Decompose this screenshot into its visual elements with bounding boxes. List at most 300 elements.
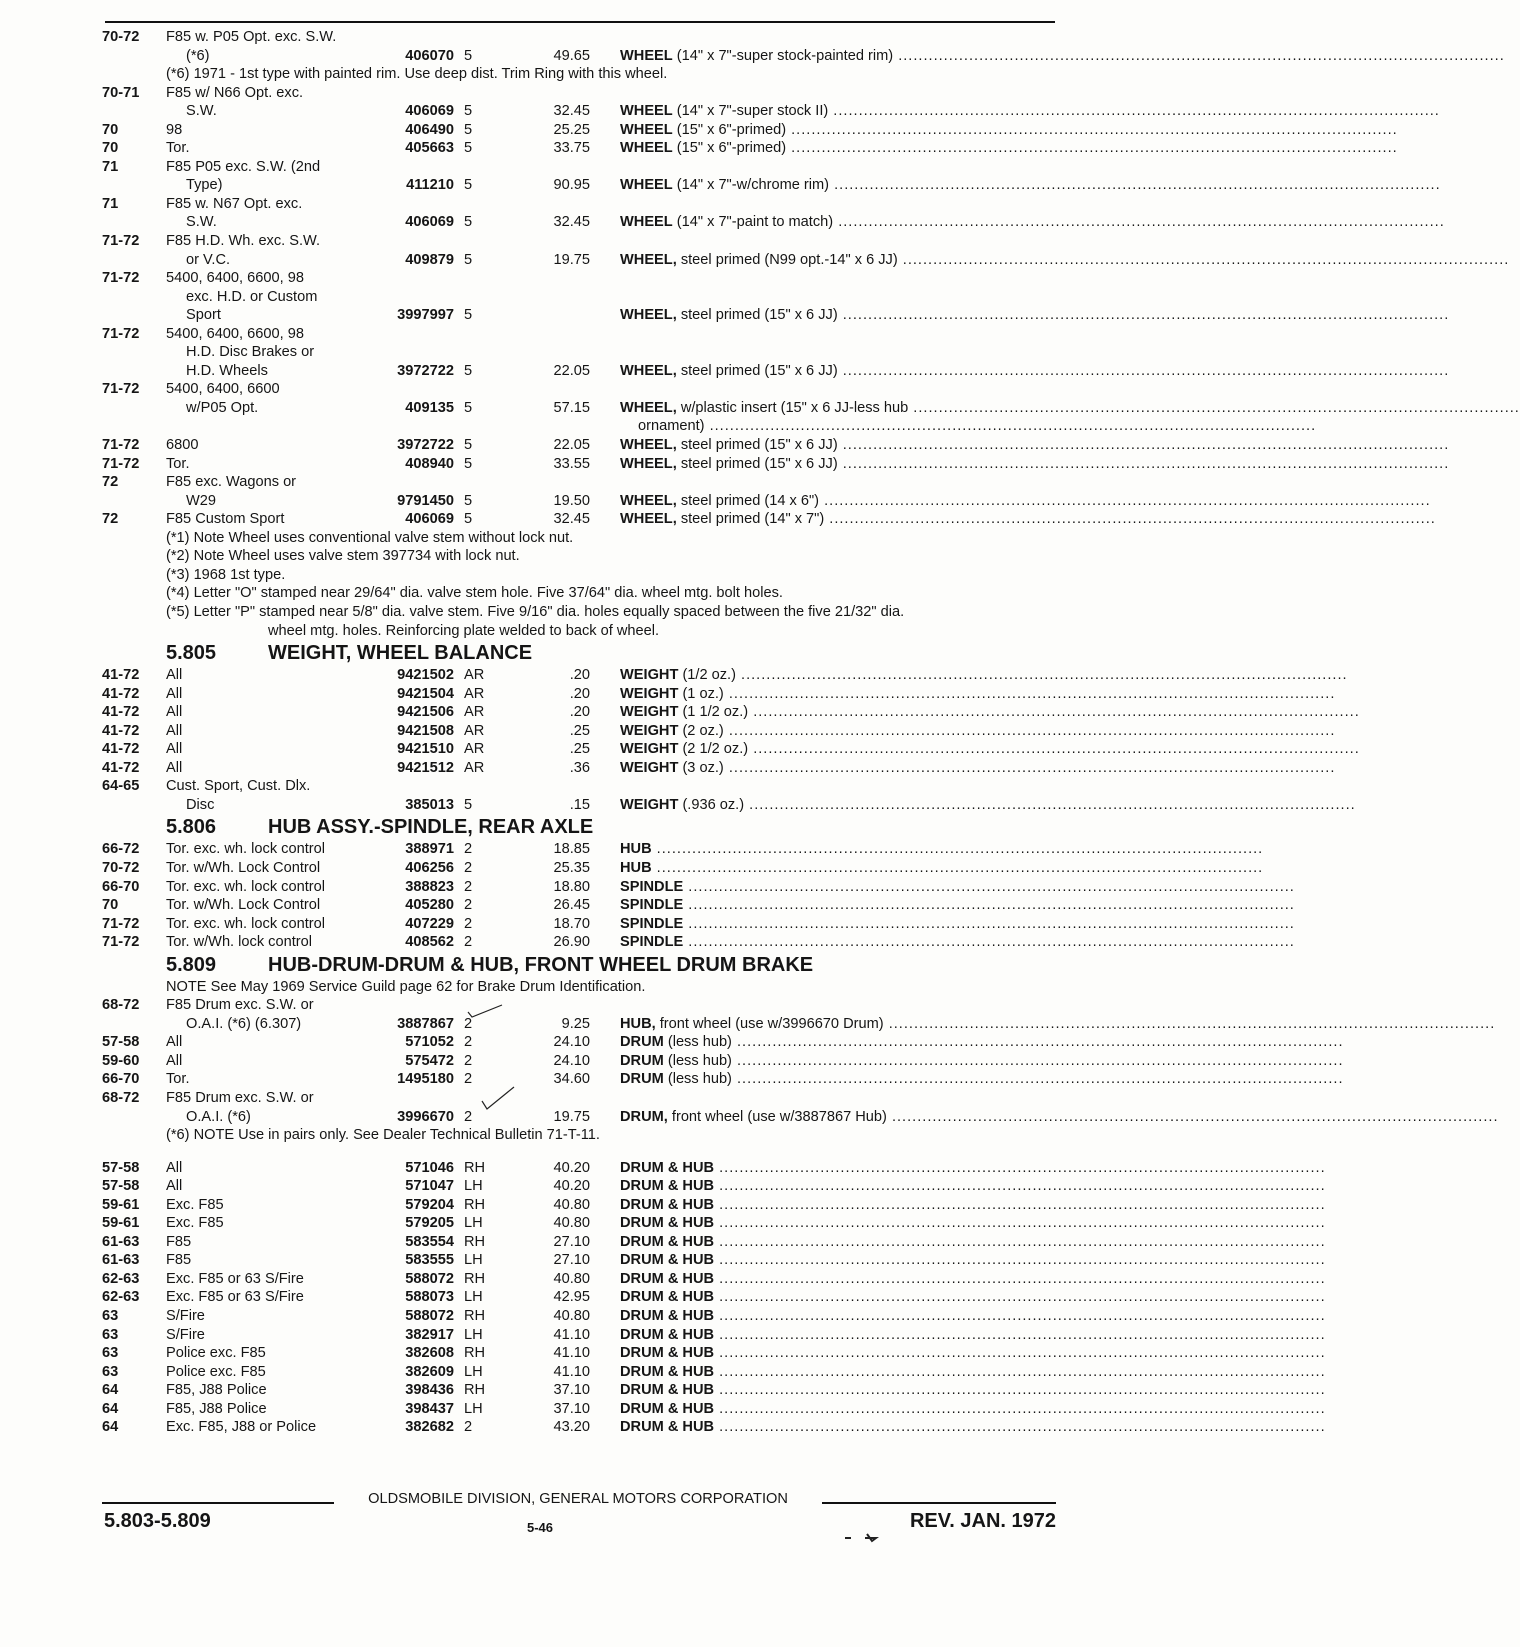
model-years: 71-72 [102,437,140,454]
part-description [620,859,1264,878]
model-application: O.A.I. (*6) [186,1108,251,1125]
part-name: WHEEL [620,47,673,64]
part-number: 411210 [406,177,454,194]
dot-leader: ........................................................................................................................ [731,1052,1344,1069]
part-detail: (14" x 7"-super stock-painted rim) [676,47,894,64]
note-text: (*6) 1971 - 1st type with painted rim. Use deep dist. Trim Ring with this wheel. [166,66,668,83]
model-years: 59-60 [102,1052,140,1069]
part-detail: (1/2 oz.) [682,667,736,684]
parts-listing [102,28,1520,1437]
model-years: 63 [102,1363,119,1380]
part-number: 571052 [405,1034,454,1051]
part-description [620,1033,1344,1052]
dot-leader: ........................................................................................................................ [828,103,1440,120]
list-price: 41.10 [553,1363,590,1380]
model-years: 71-72 [102,233,140,250]
dot-leader: ........................................................................................................................ [908,399,1520,416]
part-detail: front wheel (use w/3996670 Drum) [659,1015,884,1032]
part-number: 575472 [405,1052,454,1069]
part-description [620,915,1295,934]
list-price: 22.05 [553,362,590,379]
top-rule [105,21,1055,23]
part-number: 407229 [405,915,454,932]
part-number: 9421506 [397,704,454,721]
part-name: HUB, [620,1015,656,1032]
part-name: WHEEL [620,140,673,157]
parts-row-continued [102,996,1057,1015]
model-years: 72 [102,511,119,528]
part-description [620,1326,1326,1345]
dot-leader: ........................................................................................................................ [723,759,1336,776]
model-application: w/P05 Opt. [186,399,259,416]
parts-row [102,1052,1344,1071]
model-years: 57-58 [102,1178,140,1195]
parts-row-continued [102,84,1057,103]
quantity: 5 [464,307,473,324]
model-application: F85 w. P05 Opt. exc. S.W. [166,29,337,45]
part-name: WHEEL [620,103,673,120]
model-years: 41-72 [102,667,140,684]
dot-leader: ........................................................................................................................ [886,1108,1499,1125]
list-price: 19.75 [553,251,590,268]
model-application: O.A.I. (*6) (6.307) [186,1015,302,1032]
quantity: 2 [464,859,473,876]
note-row [102,529,1057,548]
model-application: Sport [186,307,221,324]
part-description [620,1418,1326,1437]
quantity: 2 [464,934,473,951]
parts-row [102,102,1440,121]
part-description [620,1400,1326,1419]
model-application: All [166,704,183,721]
model-years: 62-63 [102,1270,140,1287]
model-years: 63 [102,1345,119,1362]
part-description [620,1344,1326,1363]
dot-leader: ........................................................................................................................ [714,1159,1326,1176]
quantity: LH [464,1252,483,1269]
part-description [620,722,1336,741]
parts-row [102,213,1445,232]
part-number: 571046 [405,1159,454,1176]
dot-leader: ........................................................................................................................ [723,685,1336,702]
part-number: 382609 [405,1363,454,1380]
parts-row [102,933,1295,952]
part-number: 9791450 [397,492,454,509]
model-application: Tor. w/Wh. Lock Control [166,897,321,914]
quantity: 5 [464,492,473,509]
part-description [620,933,1295,952]
part-name: SPINDLE [620,897,684,914]
model-years: 59-61 [102,1215,140,1232]
part-name: DRUM & HUB [620,1400,715,1417]
part-name: DRUM [620,1052,664,1069]
quantity: 2 [464,915,473,932]
model-application: H.D. Wheels [186,362,268,379]
model-application: Cust. Sport, Cust. Dlx. [166,778,311,795]
part-name: WHEEL, [620,492,677,509]
part-name: SPINDLE [620,934,684,951]
part-detail: (1 1/2 oz.) [682,704,749,721]
quantity: RH [464,1196,486,1213]
parts-row [102,1015,1496,1034]
model-application: All [166,1178,183,1195]
quantity: RH [464,1345,486,1362]
dot-leader: ........................................................................................................................ [824,511,1436,528]
parts-row [102,1033,1344,1052]
list-price: 40.80 [553,1308,590,1324]
parts-row [102,1363,1326,1382]
quantity: LH [464,1178,483,1195]
list-price: 40.20 [553,1159,590,1176]
list-price: 40.80 [553,1215,590,1232]
list-price: 49.65 [553,47,590,64]
list-price: 57.15 [553,399,590,416]
part-detail: (less hub) [667,1071,732,1088]
part-number: 583554 [405,1233,454,1250]
quantity: LH [464,1215,483,1232]
part-name: WHEEL, [620,307,677,324]
note-row [102,65,1057,84]
list-price: 24.10 [553,1034,590,1051]
parts-row-continued [102,28,1057,47]
quantity: AR [464,704,485,721]
part-name: DRUM [620,1034,664,1051]
quantity: 2 [464,1052,473,1069]
model-years: 63 [102,1308,119,1324]
part-detail: steel primed (15" x 6 JJ) [680,307,838,324]
model-years: 66-70 [102,1071,140,1088]
section-number: 5.805 [166,642,217,665]
parts-row [102,896,1295,915]
parts-row-continued [102,269,1057,288]
note-text: (*6) NOTE Use in pairs only. See Dealer Technical Bulletin 71-T-11. [166,1127,600,1144]
model-application: All [166,741,183,758]
model-years: 68-72 [102,997,140,1014]
quantity: 2 [464,878,473,895]
part-detail: w/plastic insert (15" x 6 JJ-less hub [680,399,909,416]
model-application: F85 exc. Wagons or [166,474,297,491]
part-description [620,685,1336,704]
model-application: S.W. [186,103,217,120]
parts-row [102,1108,1499,1127]
dot-leader: ........................................................................................................................ [714,1345,1326,1362]
part-description [620,121,1398,140]
part-description [620,1307,1326,1326]
model-years: 62-63 [102,1289,140,1306]
part-name: DRUM & HUB [620,1326,715,1343]
part-name: DRUM & HUB [620,1252,715,1269]
part-name: DRUM & HUB [620,1233,715,1250]
parts-row [102,1233,1326,1252]
list-price: 37.10 [553,1400,590,1417]
note-text: (*4) Letter "O" stamped near 29/64" dia. valve stem hole. Five 37/64" dia. wheel mtg. bolt holes. [166,585,783,602]
model-application: F85 [166,1252,192,1269]
list-price: 42.95 [553,1289,590,1306]
parts-row [102,139,1398,158]
model-years: 64 [102,1419,119,1436]
list-price: 18.80 [553,878,590,895]
dot-leader: ........................................................................................................................ [714,1178,1326,1195]
note-text: (*3) 1968 1st type. [166,566,286,583]
part-description [620,1270,1326,1289]
dot-leader: ........................................................................................................................ [714,1215,1326,1232]
dot-leader: ........................................................................................................................ [837,307,1450,324]
quantity: 5 [464,214,473,231]
part-description [620,666,1348,685]
part-number: 405663 [405,140,454,157]
parts-row [102,1159,1326,1178]
note-text: (*5) Letter "P" stamped near 5/8" dia. valve stem. Five 9/16" dia. holes equally spaced between the five 21/32" dia. [166,603,905,620]
part-number: 406070 [405,47,454,64]
model-years: 71-72 [102,270,140,287]
model-years: 57-58 [102,1159,140,1176]
model-years: 71 [102,158,119,175]
section-title: HUB-DRUM-DRUM & HUB, FRONT WHEEL DRUM BRAKE [268,953,814,976]
dot-leader: ........................................................................................................................ [683,915,1295,932]
model-application: Tor. [166,1071,190,1088]
part-description [620,1251,1326,1270]
parts-row-continued [102,417,1317,436]
list-price: .25 [569,722,590,739]
part-description [620,455,1450,474]
part-description [620,1381,1326,1400]
model-application: Tor. exc. wh. lock control [166,915,325,932]
part-number: 385013 [405,796,454,813]
part-detail: (less hub) [667,1052,732,1069]
dot-leader: ........................................................................................................................ [819,492,1431,509]
model-years: 71-72 [102,381,140,398]
quantity: 2 [464,1015,473,1032]
part-description [620,1052,1344,1071]
quantity: LH [464,1326,483,1343]
footer-page-number: 5-46 [526,1520,554,1535]
parts-row [102,1400,1326,1419]
part-name: DRUM & HUB [620,1345,715,1362]
part-name: WHEEL [620,214,673,231]
part-number: 398436 [405,1382,454,1399]
dot-leader: ........................................................................................................................ [837,455,1450,472]
parts-row [102,306,1450,325]
part-name: WEIGHT [620,704,679,721]
part-description [620,47,1505,66]
part-name: DRUM [620,1071,664,1088]
note-row [102,566,1057,585]
quantity: 2 [464,1419,473,1436]
part-name: WEIGHT [620,741,679,758]
parts-row-continued [102,195,1057,214]
parts-row [102,1418,1326,1437]
model-years: 71-72 [102,934,140,951]
list-price: 19.50 [553,492,590,509]
dot-leader: ........................................................................................................................ [714,1400,1326,1417]
model-years: 71-72 [102,455,140,472]
parts-row-continued [102,232,1057,251]
model-years: 41-72 [102,741,140,758]
model-application: Type) [186,177,223,194]
note-text: wheel mtg. holes. Reinforcing plate welded to back of wheel. [268,622,660,639]
dot-leader: ........................................................................................................................ [714,1382,1326,1399]
parts-row-continued [102,325,1057,344]
list-price: 32.45 [553,214,590,231]
model-application: S/Fire [166,1308,205,1324]
part-number: 406069 [405,214,454,231]
part-number: 1495180 [397,1071,454,1088]
part-name: DRUM & HUB [620,1159,715,1176]
part-description [620,1233,1326,1252]
parts-row [102,399,1520,418]
list-price: 24.10 [553,1052,590,1069]
note-row [102,622,1057,641]
part-description [620,1214,1326,1233]
part-name: HUB [620,841,652,858]
footer-rule-right [822,1502,1056,1504]
part-detail: (2 oz.) [682,722,724,739]
part-name: WHEEL, [620,511,677,528]
model-application: All [166,759,183,776]
part-number: 579204 [405,1196,454,1213]
quantity: 5 [464,47,473,64]
quantity: LH [464,1400,483,1417]
part-description [620,306,1450,325]
model-application: S/Fire [166,1326,205,1343]
part-name: WHEEL, [620,399,677,416]
list-price: 22.05 [553,437,590,454]
dot-leader: ........................................................................................................................ [837,437,1450,454]
section-title: WEIGHT, WHEEL BALANCE [268,642,533,665]
note-text: NOTE See May 1969 Service Guild page 62 for Brake Drum Identification. [166,978,646,995]
part-number: 583555 [405,1252,454,1269]
part-number: 579205 [405,1215,454,1232]
parts-row [102,492,1431,511]
part-detail: ornament) [638,418,705,435]
model-years: 41-72 [102,685,140,702]
parts-row [102,1326,1326,1345]
quantity: 5 [464,177,473,194]
part-description [620,436,1450,455]
parts-row [102,362,1450,381]
part-number: 588072 [405,1308,454,1324]
footer-revision: REV. JAN. 1972 [909,1510,1056,1532]
list-price: 19.75 [553,1108,590,1125]
part-name: DRUM & HUB [620,1289,715,1306]
note-text: (*2) Note Wheel uses valve stem 397734 with lock nut. [166,548,520,565]
model-years: 41-72 [102,704,140,721]
list-price: 41.10 [553,1326,590,1343]
list-price: .36 [569,759,590,776]
model-years: 70 [102,140,119,157]
part-description [620,1288,1326,1307]
model-application: 5400, 6400, 6600, 98 [166,325,304,342]
list-price: 41.10 [553,1345,590,1362]
parts-row [102,1196,1326,1215]
part-detail: (.936 oz.) [682,796,745,813]
note-row [102,978,1057,997]
part-name: SPINDLE [620,878,684,895]
quantity: 2 [464,1071,473,1088]
dot-leader: ........................................................................................................................ [786,140,1398,157]
note-text: (*1) Note Wheel uses conventional valve stem without lock nut. [166,529,574,546]
model-years: 70 [102,897,119,914]
model-years: 71-72 [102,915,140,932]
dot-leader: ........................................................................................................................ [714,1419,1326,1436]
list-price: 18.70 [553,915,590,932]
part-number: 406490 [405,121,454,138]
section-heading [102,640,1057,666]
part-number: 3972722 [397,362,454,379]
dot-leader: ........................................................................................................................ [714,1233,1326,1250]
dot-leader: ........................................................................................................................ [714,1363,1326,1380]
list-price: 40.80 [553,1196,590,1213]
parts-row-continued [102,158,1057,177]
model-application: 98 [166,121,183,138]
dot-leader: ........................................................................................................................ [651,859,1264,876]
model-years: 72 [102,474,119,491]
list-price: 40.80 [553,1270,590,1287]
part-number: 9421502 [397,667,454,684]
quantity: AR [464,759,485,776]
quantity: RH [464,1308,486,1324]
model-years: 71 [102,195,119,212]
dot-leader: ........................................................................................................................ [731,1071,1344,1088]
part-number: 398437 [405,1400,454,1417]
part-name: WHEEL, [620,251,677,268]
model-years: 70-71 [102,84,140,101]
list-price: 18.85 [553,841,590,858]
part-description [620,1196,1326,1215]
list-price: 90.95 [553,177,590,194]
dot-leader: ........................................................................................................................ [748,741,1360,758]
dot-leader: ........................................................................................................................ [837,362,1450,379]
part-description [620,878,1295,897]
dot-leader: ........................................................................................................................ [714,1270,1326,1287]
quantity: RH [464,1159,486,1176]
parts-row [102,703,1360,722]
dot-leader: ........................................................................................................................ [651,841,1264,858]
model-years: 59-61 [102,1196,140,1213]
quantity: 5 [464,140,473,157]
part-number: 9421512 [397,759,454,776]
list-price: 32.45 [553,511,590,528]
part-detail: steel primed (N99 opt.-14" x 6 JJ) [680,251,898,268]
model-years: 66-72 [102,841,140,858]
list-price: .20 [569,667,590,684]
parts-row [102,796,1356,815]
parts-row [102,1344,1326,1363]
list-price: 27.10 [553,1252,590,1269]
quantity: LH [464,1289,483,1306]
model-application: All [166,1052,183,1069]
part-number: 571047 [405,1178,454,1195]
parts-row [102,1288,1326,1307]
part-name: HUB [620,859,652,876]
part-description [620,362,1450,381]
dot-leader: ........................................................................................................................ [786,121,1398,138]
part-number: 588072 [405,1270,454,1287]
model-years: 70-72 [102,859,140,876]
part-name: DRUM & HUB [620,1215,715,1232]
part-detail: (less hub) [667,1034,732,1051]
part-description [620,896,1295,915]
section-number: 5.809 [166,953,217,976]
part-description [620,176,1441,195]
parts-row [102,878,1295,897]
note-row [102,603,1057,622]
part-number: 588073 [405,1289,454,1306]
parts-row [102,1177,1326,1196]
quantity: 5 [464,796,473,813]
parts-row [102,1270,1326,1289]
parts-row [102,859,1264,878]
